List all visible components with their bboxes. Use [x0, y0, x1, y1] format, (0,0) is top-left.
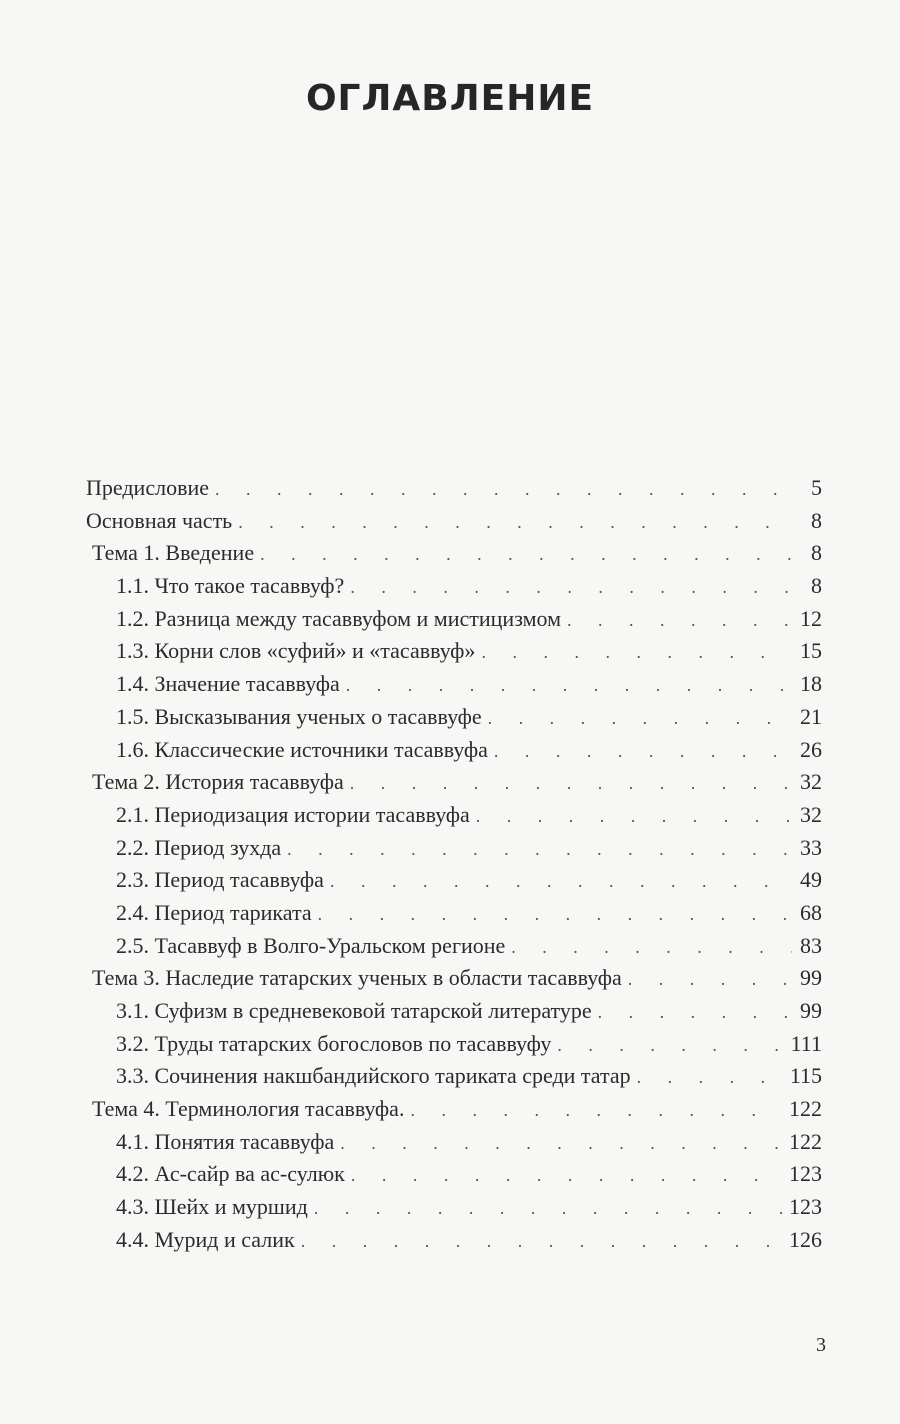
- toc-entry: [86, 606, 822, 639]
- toc-entry-title: 1.2. Разница между тасаввуфом и мистицизмом: [116, 605, 562, 631]
- toc-entry-title: 3.3. Сочинения накшбандийского тариката среди татар: [116, 1063, 631, 1089]
- toc-entry-title: 4.3. Шейх и муршид: [116, 1194, 308, 1220]
- dot-leader: [301, 1231, 783, 1252]
- toc-entry: [86, 965, 822, 998]
- dot-leader: [287, 839, 792, 860]
- toc-entry-page: 123: [789, 1194, 822, 1220]
- dot-leader: [481, 642, 792, 663]
- toc-entry-page: 18: [800, 671, 822, 697]
- toc-entry-title: Тема 2. История тасаввуфа: [92, 769, 344, 795]
- toc-entry: [86, 1063, 822, 1096]
- toc-entry-title: 2.4. Период тариката: [116, 899, 312, 925]
- toc-entry-title: 1.3. Корни слов «суфий» и «тасаввуф»: [116, 638, 476, 664]
- toc-entry-page: 122: [789, 1096, 822, 1122]
- toc-entry: [86, 1227, 822, 1260]
- toc-entry-page: 5: [811, 475, 822, 500]
- toc-entry-page: 115: [789, 1063, 822, 1089]
- dot-leader: [567, 610, 792, 631]
- page-number: 3: [816, 1334, 826, 1356]
- toc-entry-page: 32: [800, 769, 822, 795]
- table-of-contents: [86, 475, 822, 1260]
- toc-entry: [86, 573, 822, 606]
- dot-leader: [350, 577, 792, 598]
- toc-entry-page: 8: [811, 540, 822, 566]
- toc-entry-title: 2.3. Период тасаввуфа: [116, 867, 324, 893]
- toc-entry-title: 1.5. Высказывания ученых о тасаввуфе: [116, 703, 482, 729]
- toc-entry-title: 1.1. Что такое тасаввуф?: [116, 573, 345, 599]
- dot-leader: [318, 904, 792, 925]
- toc-entry-title: Тема 3. Наследие татарских ученых в области тасаввуфа: [92, 965, 622, 991]
- toc-entry-page: 33: [800, 834, 822, 860]
- dot-leader: [346, 675, 792, 696]
- toc-entry-title: 3.1. Суфизм в средневековой татарской литературе: [116, 998, 592, 1023]
- toc-entry-page: 111: [790, 1030, 822, 1056]
- toc-entry: [86, 769, 822, 802]
- toc-entry: [86, 1161, 822, 1194]
- toc-entry-page: 122: [789, 1128, 822, 1154]
- toc-entry: [86, 900, 822, 933]
- dot-leader: [628, 969, 792, 990]
- dot-leader: [598, 1002, 792, 1023]
- toc-entry-page: 83: [800, 932, 822, 958]
- toc-entry-page: 99: [800, 965, 822, 991]
- dot-leader: [215, 479, 792, 500]
- toc-entry-page: 26: [800, 736, 822, 762]
- toc-entry-page: 68: [800, 899, 822, 925]
- dot-leader: [476, 806, 792, 827]
- dot-leader: [511, 937, 792, 958]
- page-title: ОГЛАВЛЕНИЕ: [305, 78, 595, 119]
- toc-entry-page: 15: [800, 638, 822, 664]
- dot-leader: [637, 1067, 784, 1088]
- dot-leader: [351, 1165, 783, 1186]
- dot-leader: [557, 1035, 784, 1056]
- toc-entry-page: 49: [800, 867, 822, 893]
- toc-entry-title: 2.1. Периодизация истории тасаввуфа: [116, 801, 470, 827]
- dot-leader: [314, 1198, 783, 1219]
- dot-leader: [494, 741, 792, 762]
- toc-entry: [86, 508, 822, 541]
- toc-entry: [86, 704, 822, 737]
- dot-leader: [488, 708, 792, 729]
- toc-entry: [86, 1031, 822, 1064]
- toc-entry: [86, 671, 822, 704]
- toc-entry-title: 2.5. Тасаввуф в Волго-Уральском регионе: [116, 932, 506, 958]
- toc-entry: [86, 1194, 822, 1227]
- toc-entry-title: 1.6. Классические источники тасаввуфа: [116, 736, 488, 762]
- toc-entry: [86, 802, 822, 835]
- toc-entry: [86, 1096, 822, 1129]
- toc-entry-page: 99: [800, 998, 822, 1023]
- toc-entry: [86, 867, 822, 900]
- toc-entry-title: 4.1. Понятия тасаввуфа: [116, 1128, 335, 1154]
- dot-leader: [238, 512, 792, 533]
- dot-leader: [350, 773, 792, 794]
- dot-leader: [330, 871, 792, 892]
- toc-entry-title: 4.4. Мурид и салик: [116, 1226, 295, 1252]
- toc-entry-title: Тема 1. Введение: [92, 540, 255, 566]
- dot-leader: [410, 1100, 783, 1121]
- toc-entry: [86, 933, 822, 966]
- toc-entry-page: 21: [800, 703, 822, 729]
- toc-entry-title: Тема 4. Терминология тасаввуфа.: [92, 1096, 405, 1122]
- toc-entry-title: 2.2. Период зухда: [116, 834, 282, 860]
- dot-leader: [340, 1133, 783, 1154]
- toc-entry-title: 4.2. Ас-сайр ва ас-сулюк: [116, 1161, 345, 1187]
- toc-entry: [86, 638, 822, 671]
- toc-entry-page: 8: [811, 507, 822, 533]
- toc-entry-page: 12: [800, 605, 822, 631]
- toc-entry-title: 3.2. Труды татарских богословов по тасаввуфу: [116, 1030, 552, 1056]
- toc-entry-title: 1.4. Значение тасаввуфа: [116, 671, 340, 697]
- toc-entry: [86, 737, 822, 770]
- toc-entry: [86, 475, 822, 508]
- toc-entry: [86, 540, 822, 573]
- toc-entry-page: 126: [789, 1226, 822, 1252]
- toc-entry: [86, 835, 822, 868]
- toc-entry-page: 32: [800, 801, 822, 827]
- toc-entry: [86, 1129, 822, 1162]
- toc-entry-title: Основная часть: [86, 507, 233, 533]
- toc-entry-page: 123: [789, 1161, 822, 1187]
- dot-leader: [260, 544, 792, 565]
- toc-entry-title: Предисловие: [86, 475, 209, 500]
- toc-entry-page: 8: [811, 573, 822, 599]
- toc-entry: [86, 998, 822, 1031]
